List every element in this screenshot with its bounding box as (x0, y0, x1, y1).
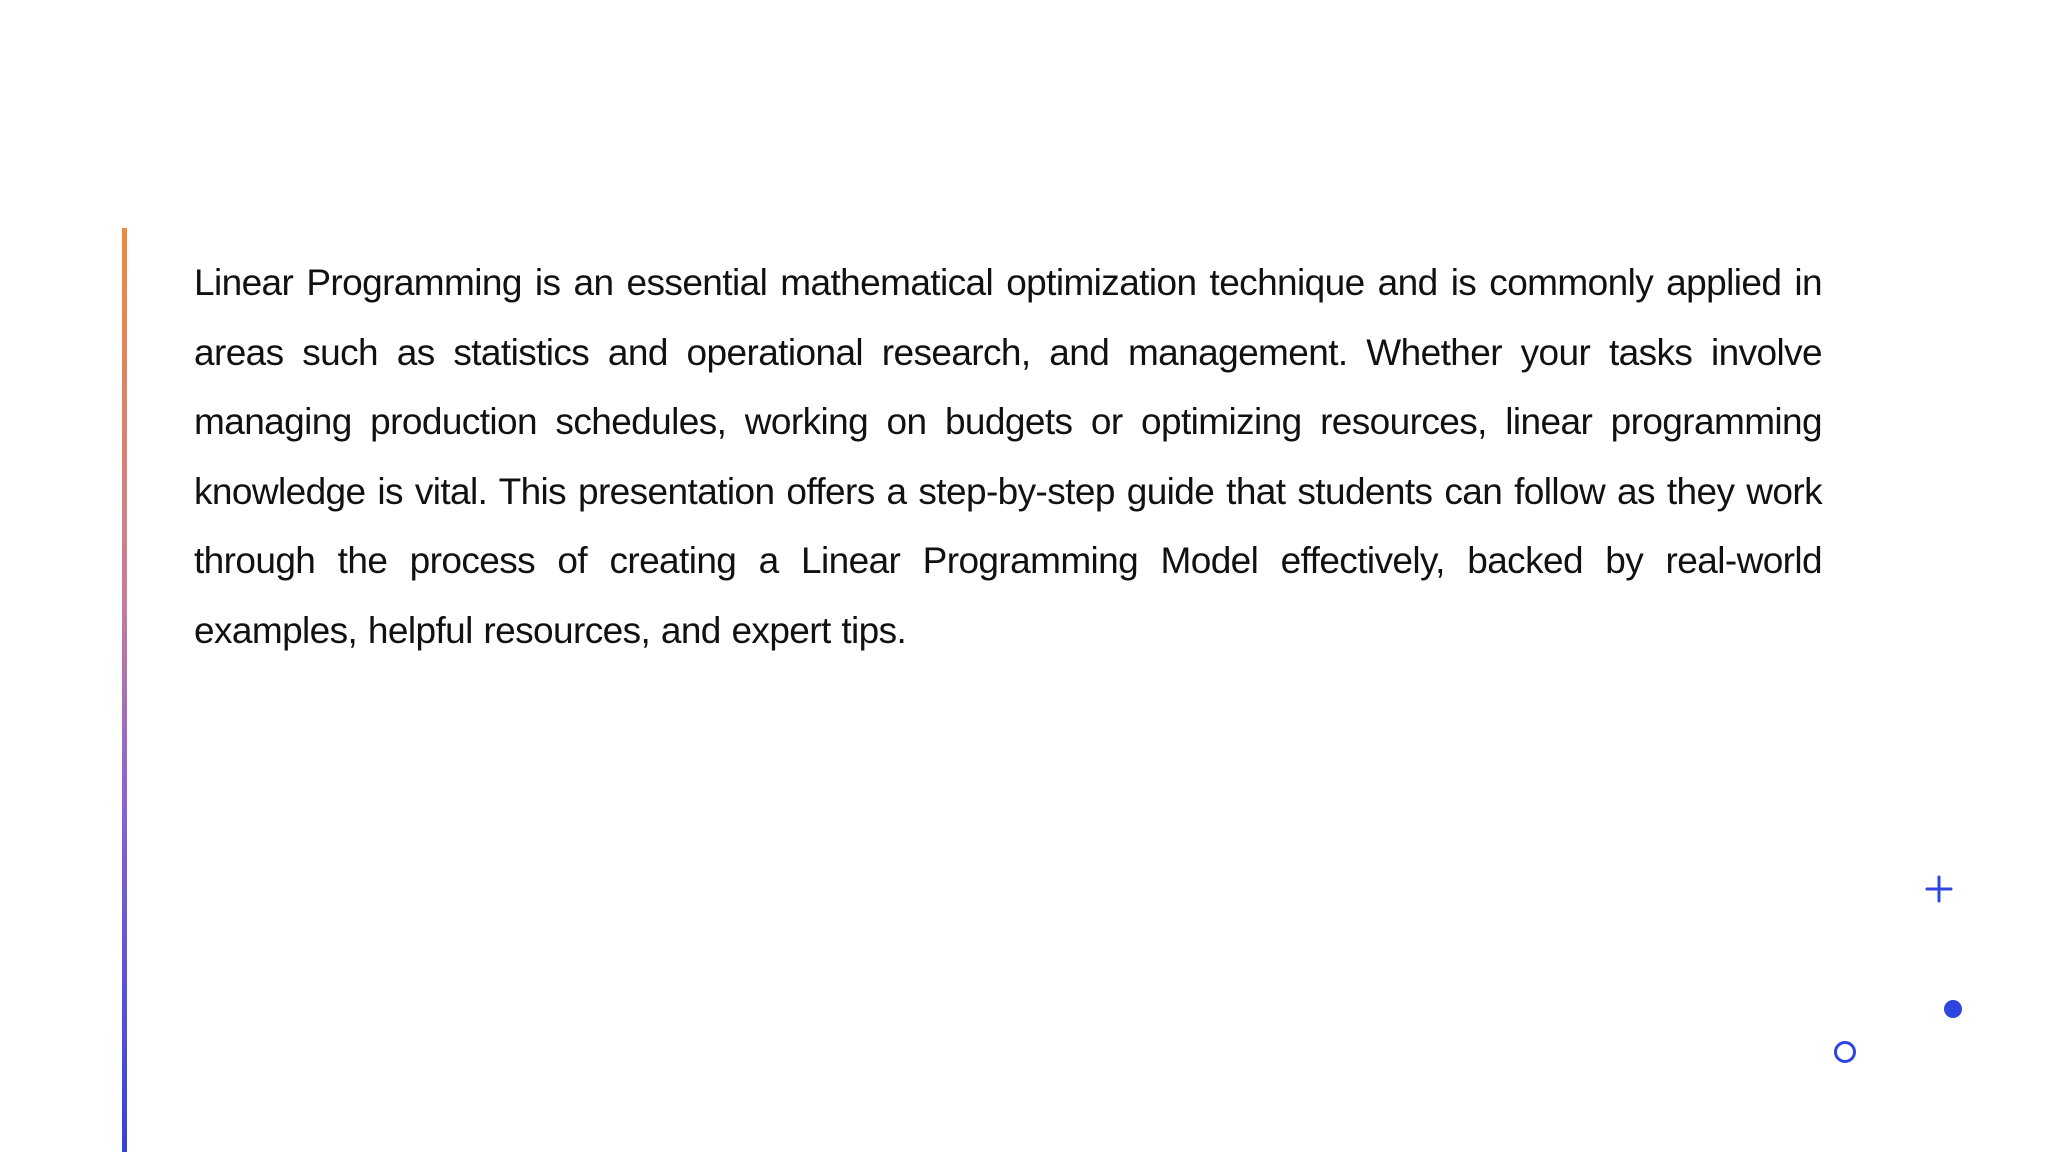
circle-outline-icon (1834, 1041, 1856, 1063)
dot-icon (1944, 1000, 1962, 1018)
slide-body-text: Linear Programming is an essential mathematical optimization technique and is commonly applied in areas such as statistics and operational research, and management. Whether your tasks involve managing production schedules, working on budgets or optimizing resources, linear programming knowledge is vital. This presentation offers a step-by-step guide that students can follow as they work through the process of creating a Linear Programming Model effectively, backed by real-world examples, helpful resources, and expert tips. (194, 262, 1822, 651)
plus-icon (1924, 874, 1954, 904)
accent-bar (122, 228, 127, 1152)
